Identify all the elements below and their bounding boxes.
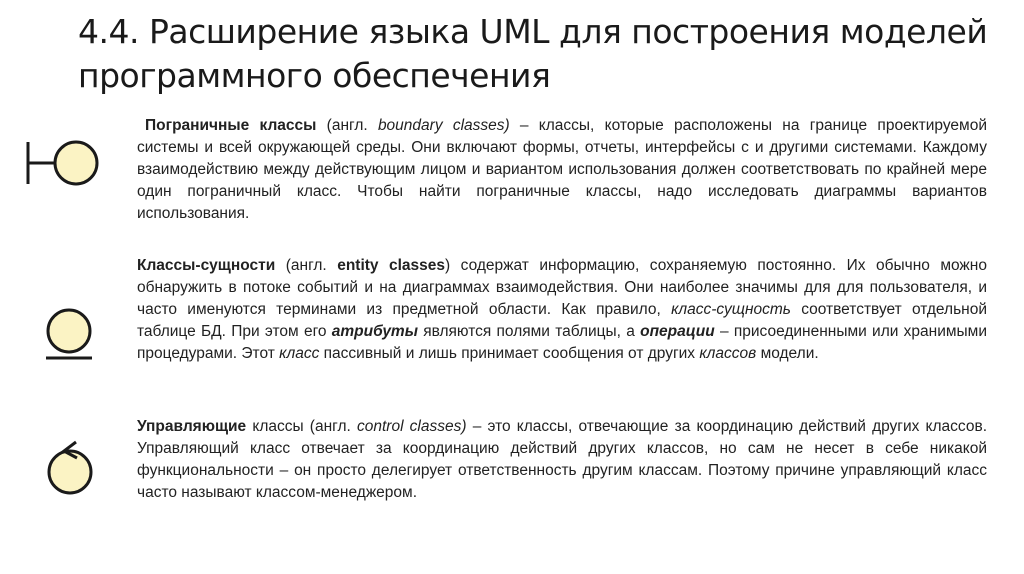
italic-term: класс-сущность — [671, 301, 791, 318]
entity-class-paragraph — [137, 255, 987, 365]
entity-class-icon — [40, 304, 100, 364]
text-fragment: пассивный и лишь принимает сообщения от других — [319, 345, 700, 362]
entity-term: Классы-сущности — [137, 257, 276, 274]
boundary-class-icon — [22, 134, 102, 190]
text-fragment: (англ. — [275, 257, 338, 274]
italic-term: классов — [699, 345, 757, 362]
text-fragment: (англ. — [316, 117, 378, 134]
italic-term: операции — [640, 323, 715, 340]
english-term: boundary classes) — [377, 117, 510, 134]
title-text: Расширение языка UML для построения моделей программного обеспечения — [78, 12, 988, 95]
control-term: Управляющие — [137, 418, 247, 435]
text-fragment: являются полями таблицы, а — [417, 323, 641, 340]
text-fragment: – это классы, отвечающие за координацию действий других классов. Управляющий класс отвечает за координацию действий других классов, но сам не несет в себе никакой функциональности – он просто делегирует ответственность другим классам. Поэтому причине управляющий класс часто называют классом-менеджером. — [137, 418, 987, 501]
text-fragment: – присоединенными или хранимыми процедурами. Этот — [137, 323, 987, 362]
title-number: 4.4. — [78, 12, 149, 51]
boundary-term: Пограничные классы — [145, 117, 317, 134]
control-class-icon — [40, 436, 100, 500]
text-fragment: модели. — [756, 345, 819, 362]
italic-term: атрибуты — [331, 323, 418, 340]
text-fragment: классы (англ. — [246, 418, 357, 435]
english-term: entity classes — [337, 257, 446, 274]
text-fragment: – классы, которые расположены на границе проектируемой системы и всей окружающей среды. Они включают формы, отчеты, интерфейсы с и другими системами. Каждому взаимодействию между действующим лицом и вариантом использования должен соответствовать по крайней мере один пограничный класс. Чтобы найти пограничные классы, надо исследовать диаграммы вариантов использования. — [137, 117, 987, 222]
boundary-class-paragraph — [137, 115, 987, 225]
english-term: control classes) — [356, 418, 467, 435]
italic-term: класс — [279, 345, 320, 362]
text-fragment: ) содержат информацию, сохраняемую постоянно. Их обычно можно обнаружить в потоке событий и на диаграммах взаимодействия. Они наиболее значимы для для пользователя, и часто именуются терминами из предметной области. Как правило, — [137, 257, 987, 318]
text-fragment: соответствует отдельной таблице БД. При этом его — [137, 301, 987, 340]
control-class-paragraph — [137, 416, 987, 504]
page-title — [78, 10, 998, 98]
